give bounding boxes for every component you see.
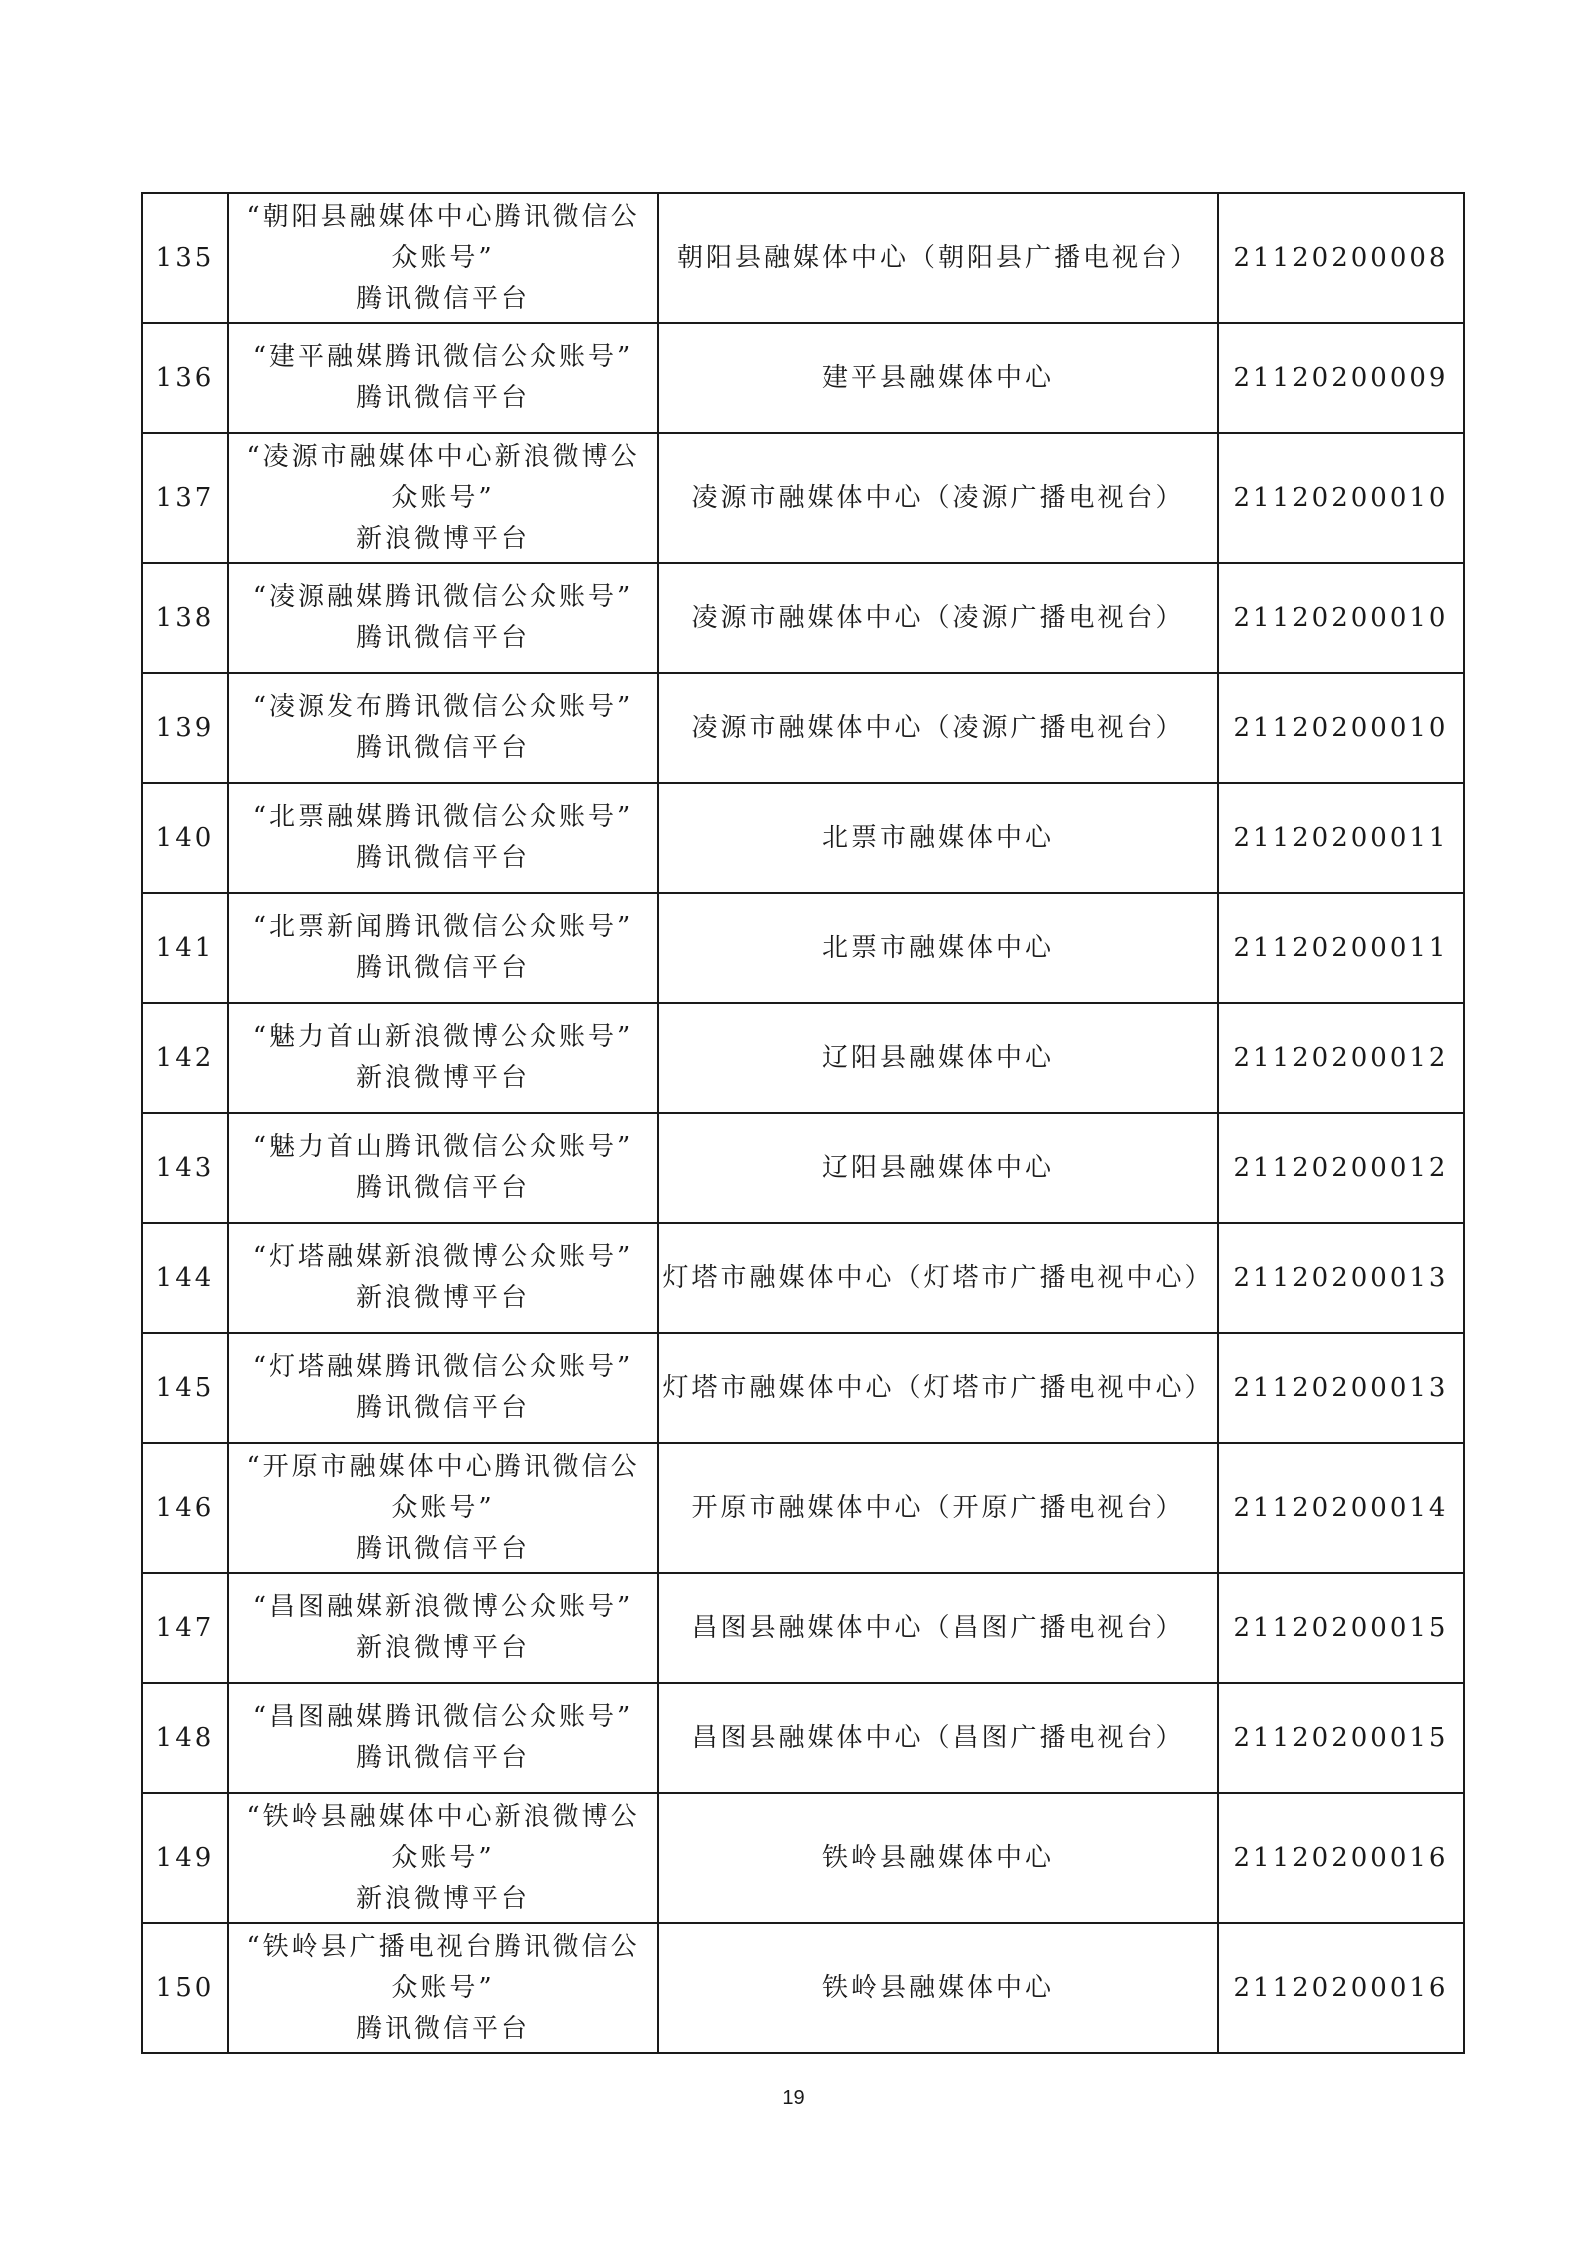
account-name-line: 腾讯微信平台	[355, 1743, 530, 1773]
account-name-line: “铁岭县广播电视台腾讯微信公	[246, 1931, 640, 1962]
table-row	[142, 1923, 1464, 2053]
license-code-cell: 21120200016	[1218, 1793, 1464, 1923]
organization-cell: 昌图县融媒体中心（昌图广播电视台）	[658, 1573, 1218, 1683]
account-name-line: 新浪微博平台	[355, 1883, 530, 1914]
row-number: 145	[142, 1333, 228, 1443]
registry-table-body	[142, 193, 1464, 2053]
license-code-cell: 21120200011	[1218, 783, 1464, 893]
row-number: 141	[142, 893, 228, 1003]
account-name-line: “灯塔融媒新浪微博公众账号”	[252, 1242, 634, 1272]
account-name-line: 腾讯微信平台	[355, 843, 530, 873]
account-name-line: 众账号”	[391, 1842, 495, 1873]
account-name-line: “朝阳县融媒体中心腾讯微信公	[246, 201, 640, 232]
account-name-line: “北票新闻腾讯微信公众账号”	[252, 912, 634, 942]
organization-cell: 灯塔市融媒体中心（灯塔市广播电视中心）	[658, 1333, 1218, 1443]
license-code-cell: 21120200011	[1218, 893, 1464, 1003]
account-name-line: 众账号”	[391, 482, 495, 513]
row-number: 140	[142, 783, 228, 893]
account-name-cell	[228, 1923, 658, 2053]
account-name-line: “灯塔融媒腾讯微信公众账号”	[252, 1352, 634, 1382]
account-name-line: 众账号”	[391, 1972, 495, 2003]
account-name-line: “魅力首山新浪微博公众账号”	[252, 1022, 634, 1052]
organization-cell: 昌图县融媒体中心（昌图广播电视台）	[658, 1683, 1218, 1793]
row-number: 142	[142, 1003, 228, 1113]
account-name-line: 腾讯微信平台	[355, 283, 530, 314]
row-number: 148	[142, 1683, 228, 1793]
license-code-cell: 21120200008	[1218, 193, 1464, 323]
table-row	[142, 1573, 1464, 1683]
organization-cell: 灯塔市融媒体中心（灯塔市广播电视中心）	[658, 1223, 1218, 1333]
license-code-cell: 21120200015	[1218, 1683, 1464, 1793]
account-name-line: 腾讯微信平台	[355, 383, 530, 413]
account-name-line: 众账号”	[391, 242, 495, 273]
organization-cell: 凌源市融媒体中心（凌源广播电视台）	[658, 563, 1218, 673]
organization-cell: 辽阳县融媒体中心	[658, 1113, 1218, 1223]
license-code-cell: 21120200010	[1218, 433, 1464, 563]
account-name-cell	[228, 563, 658, 673]
license-code-cell: 21120200009	[1218, 323, 1464, 433]
account-name-line: 腾讯微信平台	[355, 733, 530, 763]
table-row	[142, 673, 1464, 783]
account-name-line: 腾讯微信平台	[355, 1173, 530, 1203]
table-row	[142, 893, 1464, 1003]
table-row	[142, 193, 1464, 323]
license-code-cell: 21120200013	[1218, 1333, 1464, 1443]
registry-table	[141, 192, 1465, 2054]
license-code-cell: 21120200010	[1218, 673, 1464, 783]
organization-cell: 北票市融媒体中心	[658, 893, 1218, 1003]
organization-cell: 开原市融媒体中心（开原广播电视台）	[658, 1443, 1218, 1573]
account-name-cell	[228, 193, 658, 323]
row-number: 135	[142, 193, 228, 323]
account-name-line: 众账号”	[391, 1492, 495, 1523]
account-name-cell	[228, 1683, 658, 1793]
account-name-line: “凌源发布腾讯微信公众账号”	[252, 692, 634, 722]
row-number: 146	[142, 1443, 228, 1573]
row-number: 139	[142, 673, 228, 783]
account-name-line: “昌图融媒新浪微博公众账号”	[252, 1592, 634, 1622]
page-number: 19	[782, 2087, 805, 2109]
organization-cell: 凌源市融媒体中心（凌源广播电视台）	[658, 673, 1218, 783]
account-name-cell	[228, 673, 658, 783]
account-name-cell	[228, 1003, 658, 1113]
row-number: 136	[142, 323, 228, 433]
account-name-line: 新浪微博平台	[355, 1063, 530, 1093]
account-name-line: “建平融媒腾讯微信公众账号”	[252, 342, 634, 372]
account-name-cell	[228, 323, 658, 433]
organization-cell: 铁岭县融媒体中心	[658, 1923, 1218, 2053]
organization-cell: 铁岭县融媒体中心	[658, 1793, 1218, 1923]
account-name-cell	[228, 893, 658, 1003]
table-row	[142, 433, 1464, 563]
account-name-cell	[228, 1333, 658, 1443]
row-number: 150	[142, 1923, 228, 2053]
organization-cell: 北票市融媒体中心	[658, 783, 1218, 893]
license-code-cell: 21120200012	[1218, 1003, 1464, 1113]
row-number: 137	[142, 433, 228, 563]
license-code-cell: 21120200013	[1218, 1223, 1464, 1333]
account-name-line: 腾讯微信平台	[355, 953, 530, 983]
account-name-line: “开原市融媒体中心腾讯微信公	[246, 1451, 640, 1482]
account-name-line: 腾讯微信平台	[355, 1393, 530, 1423]
account-name-line: 腾讯微信平台	[355, 1533, 530, 1564]
license-code-cell: 21120200016	[1218, 1923, 1464, 2053]
table-row	[142, 1113, 1464, 1223]
table-row	[142, 563, 1464, 673]
table-row	[142, 1683, 1464, 1793]
table-row	[142, 1793, 1464, 1923]
row-number: 138	[142, 563, 228, 673]
license-code-cell: 21120200014	[1218, 1443, 1464, 1573]
account-name-cell	[228, 433, 658, 563]
account-name-line: “铁岭县融媒体中心新浪微博公	[246, 1801, 640, 1832]
table-row	[142, 1223, 1464, 1333]
account-name-line: 新浪微博平台	[355, 1283, 530, 1313]
account-name-line: 腾讯微信平台	[355, 623, 530, 653]
table-row	[142, 1443, 1464, 1573]
table-row	[142, 323, 1464, 433]
account-name-cell	[228, 1443, 658, 1573]
organization-cell: 凌源市融媒体中心（凌源广播电视台）	[658, 433, 1218, 563]
account-name-line: 新浪微博平台	[355, 1633, 530, 1663]
account-name-line: “北票融媒腾讯微信公众账号”	[252, 802, 634, 832]
account-name-line: “魅力首山腾讯微信公众账号”	[252, 1132, 634, 1162]
organization-cell: 朝阳县融媒体中心（朝阳县广播电视台）	[658, 193, 1218, 323]
row-number: 147	[142, 1573, 228, 1683]
row-number: 143	[142, 1113, 228, 1223]
account-name-line: “凌源市融媒体中心新浪微博公	[246, 441, 640, 472]
row-number: 149	[142, 1793, 228, 1923]
account-name-line: 新浪微博平台	[355, 523, 530, 554]
table-row	[142, 1003, 1464, 1113]
account-name-cell	[228, 1573, 658, 1683]
account-name-cell	[228, 1223, 658, 1333]
account-name-line: “凌源融媒腾讯微信公众账号”	[252, 582, 634, 612]
account-name-cell	[228, 1793, 658, 1923]
table-row	[142, 1333, 1464, 1443]
account-name-line: “昌图融媒腾讯微信公众账号”	[252, 1702, 634, 1732]
organization-cell: 辽阳县融媒体中心	[658, 1003, 1218, 1113]
organization-cell: 建平县融媒体中心	[658, 323, 1218, 433]
license-code-cell: 21120200012	[1218, 1113, 1464, 1223]
account-name-line: 腾讯微信平台	[355, 2013, 530, 2044]
license-code-cell: 21120200015	[1218, 1573, 1464, 1683]
account-name-cell	[228, 783, 658, 893]
table-row	[142, 783, 1464, 893]
license-code-cell: 21120200010	[1218, 563, 1464, 673]
row-number: 144	[142, 1223, 228, 1333]
account-name-cell	[228, 1113, 658, 1223]
